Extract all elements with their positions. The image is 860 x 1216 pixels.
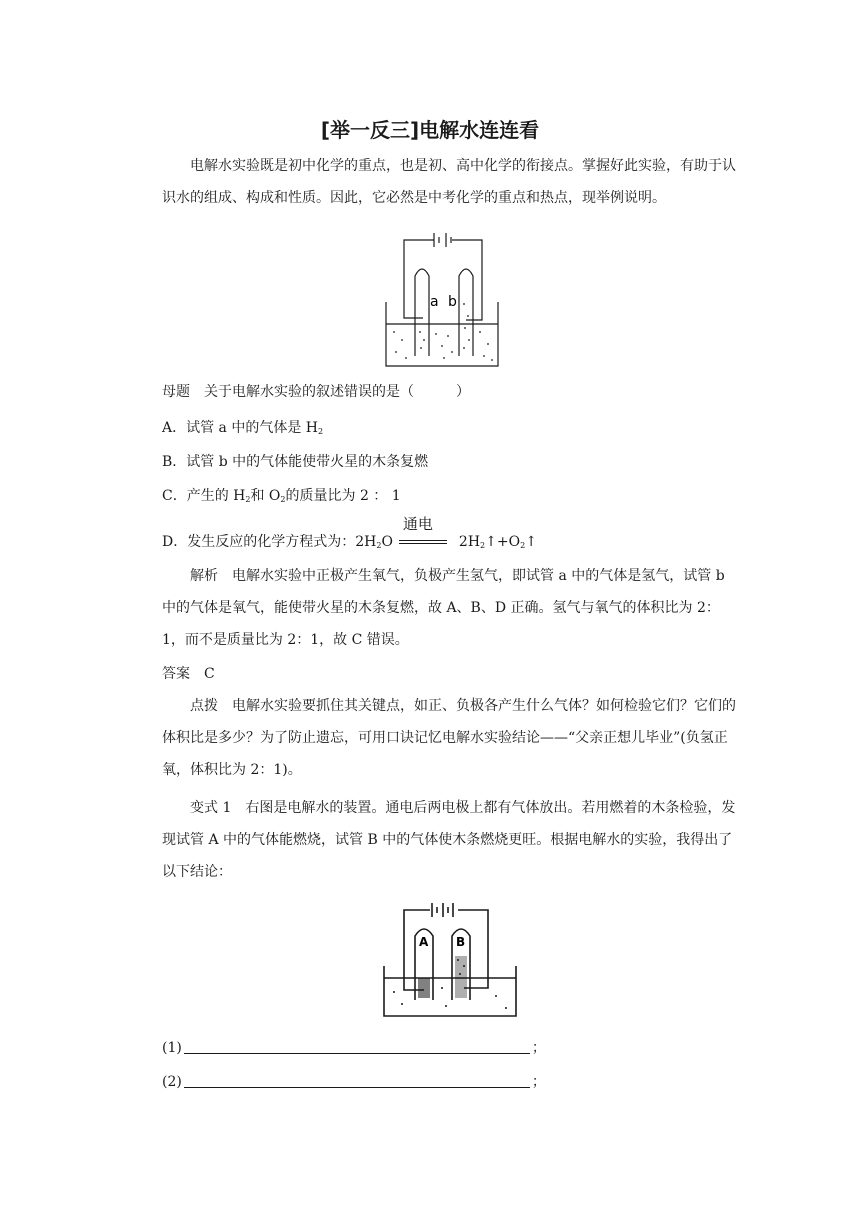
option-a-sub: 2	[318, 427, 324, 436]
option-c	[162, 486, 401, 510]
option-d-water-o: O	[381, 534, 393, 550]
analysis-paragraph	[162, 560, 736, 656]
tube-B-label: B	[456, 935, 466, 949]
blank-2-end: ；	[531, 1074, 546, 1090]
tube-A-label: A	[419, 935, 429, 949]
intro-paragraph: 电解水实验既是初中化学的重点，也是初、高中化学的衔接点。掌握好此实验，有助于认识水的组成、构成和性质。因此，它必然是中考化学的重点和热点，现举例说明。	[162, 158, 736, 206]
option-d-sub-o: 2	[520, 541, 526, 550]
option-c-sub1: 2	[245, 495, 251, 504]
option-d-up: ↑	[525, 534, 537, 550]
option-c-pre: C．产生的 H	[162, 488, 246, 504]
condition-text: 通电	[402, 515, 433, 533]
option-a	[162, 418, 323, 442]
answer-line	[162, 664, 215, 684]
variant-text: 右图是电解水的装置。通电后两电极上都有气体放出。若用燃着的木条检验，发现试管 A 中的气体能燃烧，试管 B 中的气体使木条燃烧更旺。根据电解水的实验，我得出了以下结论：	[162, 800, 736, 880]
blank-1-end: ；	[531, 1040, 546, 1056]
blank-line-1	[162, 1038, 546, 1058]
reaction-condition	[399, 515, 449, 552]
variant-label: 变式 1	[190, 800, 232, 816]
blank-1-field[interactable]	[184, 1039, 530, 1054]
question-label: 母题	[162, 384, 190, 400]
tip-paragraph	[162, 690, 736, 786]
analysis-text: 电解水实验中正极产生氧气，负极产生氢气，即试管 a 中的气体是氢气，试管 b 中的气体是氧气，能使带火星的木条复燃，故 A、B、D 正确。氢气与氧气的体积比为 2：1，而不是质量比为 2：1，故 C 错误。	[162, 568, 725, 648]
variant-paragraph	[162, 792, 736, 888]
option-c-mid: 和 O	[250, 488, 281, 504]
electrolysis-figure-2	[380, 900, 520, 1024]
option-c-sub2: 2	[280, 495, 286, 504]
tip-label: 点拨	[190, 698, 218, 714]
question-line	[162, 382, 470, 402]
blank-2-number: (2)	[162, 1074, 182, 1090]
option-c-post: 的质量比为 2 ： 1	[285, 488, 401, 504]
page-title: [举一反三]电解水连连看	[320, 118, 540, 142]
tube-a-label: a	[430, 294, 439, 310]
option-d-h2: 2H	[458, 534, 481, 550]
option-a-text: A．试管 a 中的气体是 H	[162, 420, 319, 436]
option-d-sub-h: 2	[480, 541, 486, 550]
option-d-pre: D．发生反应的化学方程式为：2H	[162, 534, 377, 550]
electrolysis-figure-1	[384, 228, 500, 370]
option-b: B．试管 b 中的气体能使带火星的木条复燃	[162, 454, 429, 470]
option-d-sub-water: 2	[376, 541, 382, 550]
blank-1-number: (1)	[162, 1040, 182, 1056]
option-d	[162, 515, 537, 556]
question-text: 关于电解水实验的叙述错误的是（ ）	[204, 384, 470, 400]
answer-label: 答案	[162, 666, 190, 682]
analysis-label: 解析	[190, 568, 218, 584]
option-d-plus: ↑+O	[485, 534, 521, 550]
blank-2-field[interactable]	[184, 1073, 530, 1088]
answer-text: C	[204, 666, 215, 682]
tip-text: 电解水实验要抓住其关键点，如正、负极各产生什么气体？如何检验它们？它们的体积比是多少？为了防止遗忘，可用口诀记忆电解水实验结论——“父亲正想儿毕业”(负氢正氧，体积比为 2：1)。	[162, 698, 736, 778]
tube-b-label: b	[448, 294, 457, 310]
blank-line-2	[162, 1072, 546, 1092]
